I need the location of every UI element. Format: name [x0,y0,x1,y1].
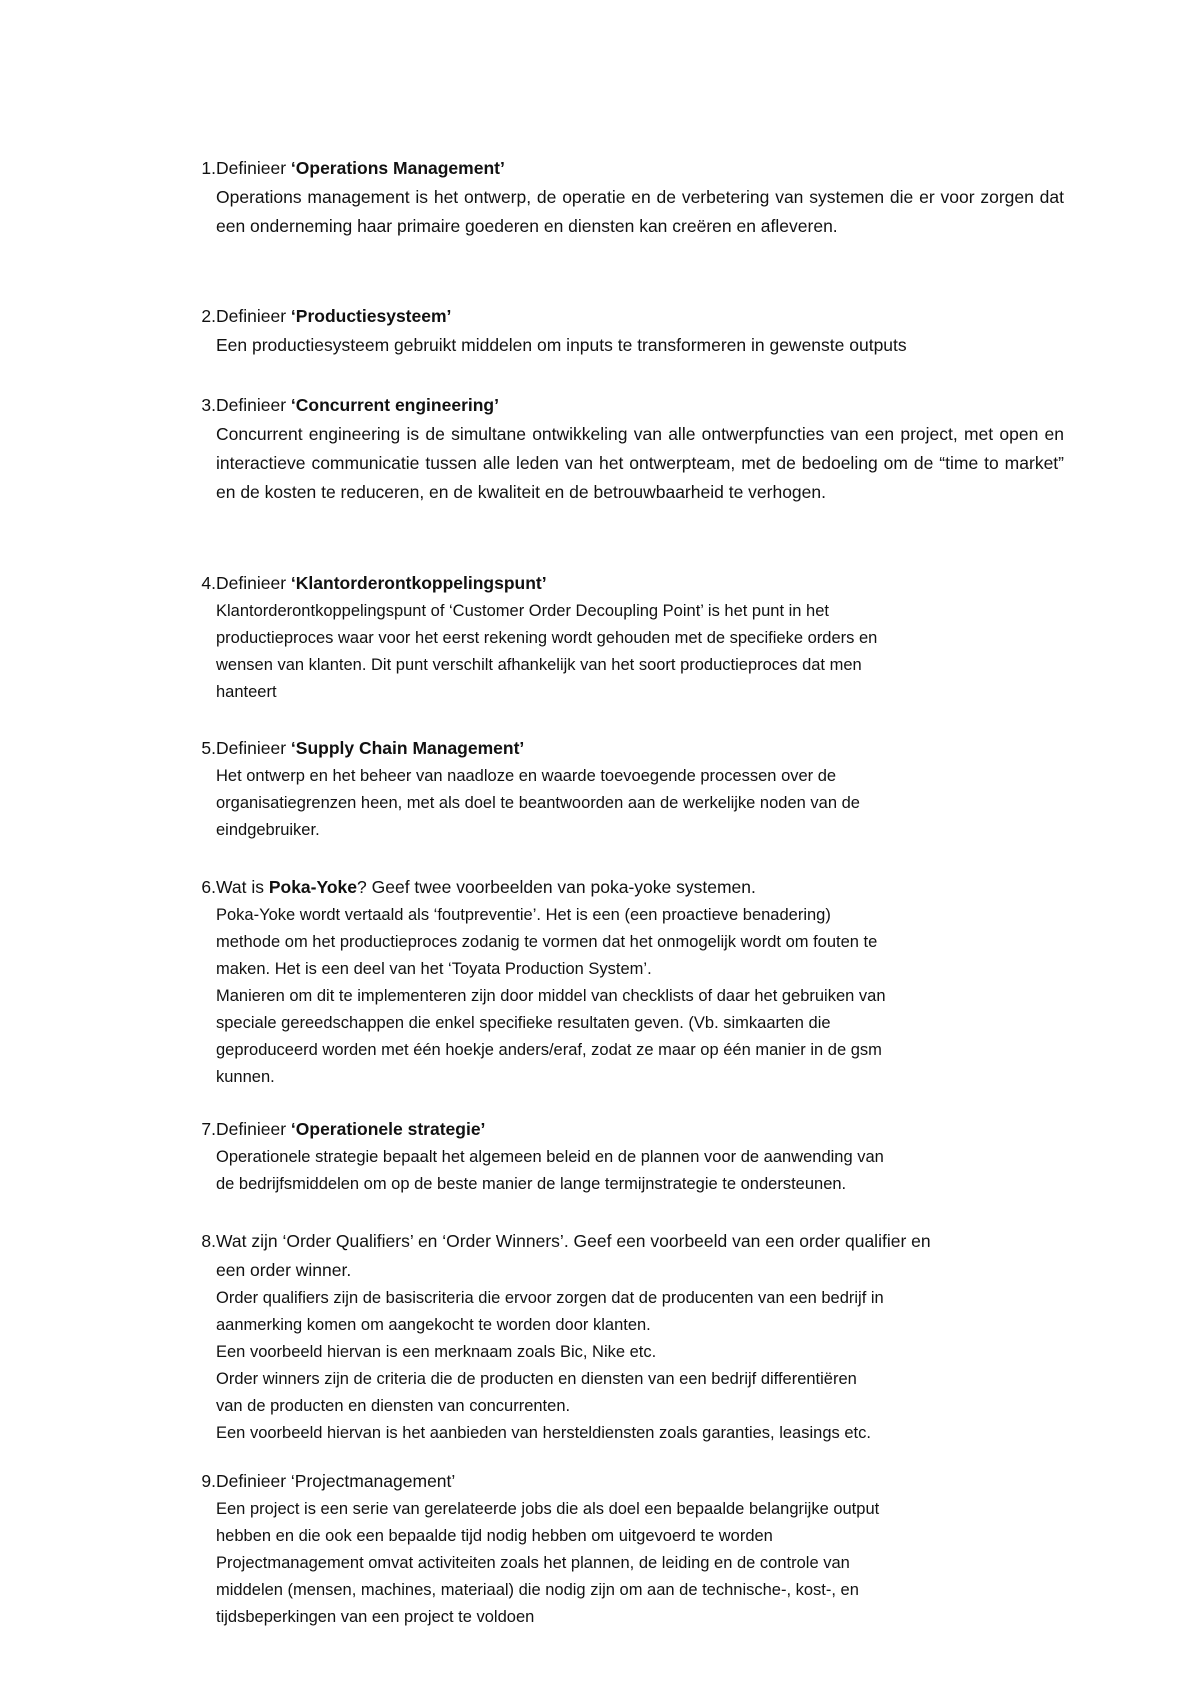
question-9 [184,1467,1064,1631]
defined-term: ‘Supply Chain Management’ [290,738,525,758]
question-5 [184,734,1064,844]
question-heading: Definieer ‘Concurrent engineering’ [216,395,499,415]
question-4 [184,569,1064,706]
answer-line: Operationele strategie bepaalt het algemeen beleid en de plannen voor de aanwending van [216,1148,884,1166]
question-number: 2. [201,306,216,326]
answer-line: productieproces waar voor het eerst rekening wordt gehouden met de specifieke orders en [216,629,878,647]
answer-text [184,763,1064,844]
question-6 [184,873,1064,1091]
question-number: 5. [201,738,216,758]
defined-term: ‘Concurrent engineering’ [290,395,499,415]
answer-line: Order winners zijn de criteria die de producten en diensten van een bedrijf differentiëren [216,1370,857,1388]
question-7 [184,1115,1064,1198]
question-number: 4. [201,573,216,593]
question-number: 6. [201,877,216,897]
answer-line: Een voorbeeld hiervan is een merknaam zoals Bic, Nike etc. [216,1343,657,1361]
answer-text [184,1496,1064,1631]
heading-line: Wat zijn ‘Order Qualifiers’ en ‘Order Winners’. Geef een voorbeeld van een order qualifier en [216,1231,931,1251]
answer-text: Operations management is het ontwerp, de operatie en de verbetering van systemen die er voor zorgen dat een onderneming haar primaire goederen en diensten kan creëren en afleveren. [216,187,1064,236]
question-2 [184,302,1064,360]
answer-line: hebben en die ook een bepaalde tijd nodig hebben om uitgevoerd te worden [216,1527,773,1545]
answer-line: Klantorderontkoppelingspunt of ‘Customer Order Decoupling Point’ is het punt in het [216,602,829,620]
question-number: 3. [201,395,216,415]
question-heading: Definieer ‘Operations Management’ [216,158,505,178]
question-number: 7. [201,1119,216,1139]
answer-line: Projectmanagement omvat activiteiten zoals het plannen, de leiding en de controle van [216,1554,850,1572]
answer-line: Een project is een serie van gerelateerde jobs die als doel een bepaalde belangrijke output [216,1500,880,1518]
question-1 [184,154,1064,241]
defined-term: ‘Productiesysteem’ [290,306,452,326]
answer-line: speciale gereedschappen die enkel specifieke resultaten geven. (Vb. simkaarten die [216,1014,831,1032]
defined-term: ‘Operations Management’ [290,158,505,178]
answer-line: middelen (mensen, machines, materiaal) die nodig zijn om aan de technische-, kost-, en [216,1581,859,1599]
defined-term: ‘Operationele strategie’ [290,1119,486,1139]
answer-line: hanteert [216,683,277,701]
answer-text [184,902,1064,1091]
question-heading: Definieer ‘Operationele strategie’ [216,1119,486,1139]
answer-text: Een productiesysteem gebruikt middelen om inputs te transformeren in gewenste outputs [216,335,907,355]
question-heading [184,1227,1064,1285]
heading-line: een order winner. [216,1260,352,1280]
answer-line: de bedrijfsmiddelen om op de beste manier de lange termijnstrategie te ondersteunen. [216,1175,847,1193]
question-heading: Wat is Poka-Yoke? Geef twee voorbeelden van poka-yoke systemen. [216,877,756,897]
answer-line: Poka-Yoke wordt vertaald als ‘foutpreventie’. Het is een (een proactieve benadering) [216,906,831,924]
answer-line: organisatiegrenzen heen, met als doel te beantwoorden aan de werkelijke noden van de [216,794,860,812]
question-heading: Definieer ‘Klantorderontkoppelingspunt’ [216,573,547,593]
answer-line: van de producten en diensten van concurrenten. [216,1397,571,1415]
answer-line: geproduceerd worden met één hoekje anders/eraf, zodat ze maar op één manier in de gsm [216,1041,882,1059]
answer-line: aanmerking komen om aangekocht te worden door klanten. [216,1316,651,1334]
answer-line: methode om het productieproces zodanig te vormen dat het onmogelijk wordt om fouten te [216,933,878,951]
answer-line: maken. Het is een deel van het ‘Toyata Production System’. [216,960,652,978]
answer-line: kunnen. [216,1068,275,1086]
answer-line: Manieren om dit te implementeren zijn door middel van checklists of daar het gebruiken van [216,987,886,1005]
answer-line: eindgebruiker. [216,821,320,839]
answer-line: Het ontwerp en het beheer van naadloze en waarde toevoegende processen over de [216,767,837,785]
question-number: 1. [201,158,216,178]
question-heading: Definieer ‘Projectmanagement’ [216,1471,456,1491]
question-heading: Definieer ‘Supply Chain Management’ [216,738,525,758]
answer-text [184,1144,1064,1198]
answer-line: Een voorbeeld hiervan is het aanbieden van hersteldiensten zoals garanties, leasings etc. [216,1424,871,1442]
defined-term: ‘Klantorderontkoppelingspunt’ [290,573,547,593]
question-3 [184,391,1064,507]
answer-line: wensen van klanten. Dit punt verschilt afhankelijk van het soort productieproces dat men [216,656,862,674]
question-heading: Definieer ‘Productiesysteem’ [216,306,452,326]
question-number: 8. [201,1231,216,1251]
answer-text [184,1285,1064,1447]
answer-line: Order qualifiers zijn de basiscriteria die ervoor zorgen dat de producenten van een bedrijf in [216,1289,884,1307]
defined-term: Poka-Yoke [268,877,358,897]
question-number: 9. [201,1471,216,1491]
answer-line: tijdsbeperkingen van een project te voldoen [216,1608,535,1626]
answer-text [184,598,1064,706]
answer-text: Concurrent engineering is de simultane ontwikkeling van alle ontwerpfuncties van een project, met open en interactieve communicatie tussen alle leden van het ontwerpteam, met de bedoeling om de “time to market” en de kosten te reduceren, en de kwaliteit en de betrouwbaarheid te verhogen. [216,424,1064,502]
question-8 [184,1227,1064,1447]
